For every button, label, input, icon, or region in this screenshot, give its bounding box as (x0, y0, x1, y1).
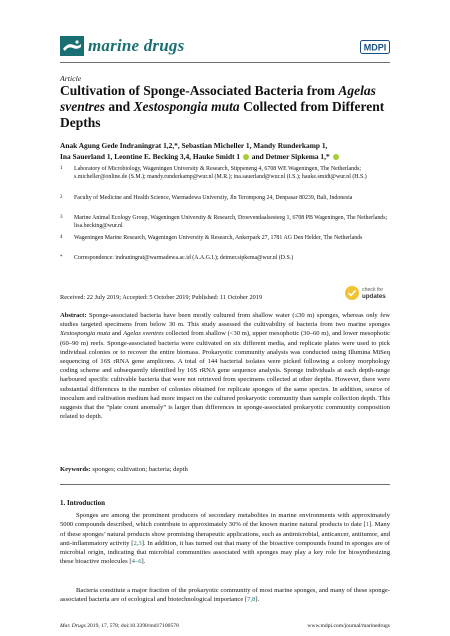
citation-link[interactable]: 4–6 (131, 558, 142, 566)
keywords-label: Keywords: (60, 466, 91, 473)
article-type: Article (60, 74, 82, 83)
para-text: ]. In addition, it has turned out that many of the bioactive compounds found in sponges are of microbial origin, indicating that microbial communities associated with sponges may play a key role for biosynthesizing these bioactive molecules [ (60, 539, 391, 566)
authors-line2b: and Detmer Sipkema 1,* (249, 152, 330, 161)
author-list (60, 140, 400, 162)
para-text: Bacteria constitute a major fraction of the prokaryotic community of most marine sponges, and many of these sponge-associated bacteria are of ecological and biotechnological importance [ (60, 587, 390, 604)
affiliation-text: Faculty of Medicine and Health Science, Warmadewa University, Jln Terompong 24, Denpasar 80239, Bali, Indonesia (74, 195, 353, 201)
affiliation-text: Correspondence: indraningrat@warmadewa.ac.id (A.A.G.I.); detmer.sipkema@wur.nl (D.S.) (74, 255, 294, 261)
para-text: ]. (255, 596, 260, 604)
keywords-text: sponges; cultivation; bacteria; depth (90, 466, 188, 473)
abstract-text: and (110, 330, 124, 338)
para-text: Sponges are among the prominent producers of secondary metabolites in marine environments with approximately 5000 compounds described, which contribute to approximately 30% of the known marine natural products to date [ (60, 512, 390, 529)
orcid-icon[interactable] (243, 154, 249, 160)
footer-citation (60, 623, 179, 629)
citation-link[interactable]: 2,3 (133, 539, 142, 547)
mdpi-logo-text: MDPI (363, 42, 387, 53)
title-and: and (105, 99, 134, 114)
footer-doi: 2019, 17, 578; doi:10.3390/md17100578 (85, 623, 179, 629)
abstract-text: Sponge-associated bacteria have been mostly cultured from shallow water (≤30 m) sponges, whereas only few studies targeted specimens from below 30 m. This study assessed the cultivability of bacteria from two marine sponges (60, 312, 390, 329)
affiliation-number: 2 (60, 195, 63, 200)
affiliation-text: Marine Animal Ecology Group, Wageningen University & Research, Droevendaalsesteeg 1, 6708 PB Wageningen, The Netherlands; lisa.becking@wur.nl (74, 215, 388, 229)
affiliation-number: 1 (60, 166, 63, 171)
authors-line1: Anak Agung Gede Indraningrat 1,2,*, Sebastian Micheller 1, Mandy Runderkamp 1, (60, 141, 328, 150)
header-rule (60, 62, 390, 63)
orcid-icon[interactable] (333, 154, 339, 160)
affiliation-text: Wageningen Marine Research, Wageningen University & Research, Ankerpark 27, 1781 AG Den Helder, The Netherlands (74, 235, 363, 241)
affiliation-item (60, 234, 390, 250)
para-text: ]. (141, 558, 146, 566)
publication-dates: Received: 22 July 2019; Accepted: 5 October 2019; Published: 11 October 2019 (60, 294, 263, 301)
affiliation-text: Laboratory of Microbiology, Wageningen University & Research, Stippeneng 4, 6708 WE Wageningen, The Netherlands; s.micheller@online.de (S.M.); mandy.runderkamp@wur.nl (M.R.); ina.sauerland@wur.nl (I.S.); hauke.smidt@wur.nl (H.S.) (74, 166, 367, 180)
title-species1: Agelas sventres (60, 83, 376, 114)
footer-journal: Mar. Drugs (60, 623, 86, 629)
check-updates-line1: check for (362, 287, 384, 293)
affiliation-number: 3 (60, 215, 63, 220)
title-part2: Collected from Different Depths (60, 99, 385, 130)
journal-logo-icon (60, 36, 84, 56)
abstract-label: Abstract: (60, 312, 87, 319)
affiliation-item (60, 214, 390, 230)
mdpi-logo-icon (360, 40, 390, 54)
journal-name: marine drugs (88, 36, 185, 55)
citation-link[interactable]: 1 (365, 521, 370, 529)
abstract-species: Agelas sventres (123, 330, 164, 338)
abstract-species: Xestospongia muta (60, 330, 111, 338)
section-heading: 1. Introduction (60, 499, 105, 507)
abstract-text: collected from shallow (<30 m), upper mesophotic (30–60 m), and lower mesophotic (60–90 m) reefs. Sponge-associated bacteria were cultivated on six different media, and replicate plates were used to pick individual colonies or to recover the entire biomass. Prokaryotic community analysis was conducted using Illumina MiSeq sequencing of 16S rRNA gene amplicons. A total of 144 bacterial isolates were picked following a colony morphology coding scheme and subsequently identified by 16S rRNA gene sequence analysis. Sponge individuals at each depth-range harboured specific cultivable bacteria that were not retrieved from specimens collected at other depths. However, there were substantial differences in the number of colonies obtained for replicate sponges of the same species. In addition, source of inoculum and cultivation medium had more impact on the cultured prokaryotic community than sample collection depth. This suggests that the “plate count anomaly” is larger than differences in sponge-associated prokaryotic community composition related to depth. (60, 330, 390, 421)
title-species2: Xestospongia muta (133, 99, 240, 114)
authors-line2a: Ina Sauerland 1, Leontine E. Becking 3,4, Hauke Smidt 1 (60, 152, 241, 161)
affiliation-number: 4 (60, 235, 63, 240)
affiliation-item (60, 165, 390, 189)
citation-link[interactable]: 7,8 (247, 596, 256, 604)
keywords (60, 466, 390, 473)
section-rule (60, 484, 390, 485)
affiliation-number: * (60, 255, 63, 260)
check-for-updates-badge[interactable] (344, 282, 392, 304)
body-paragraph (60, 511, 390, 567)
check-updates-line2: updates (362, 293, 386, 300)
footer-url[interactable]: www.mdpi.com/journal/marinedrugs (307, 623, 390, 629)
body-paragraph (60, 586, 390, 605)
para-text: ]. Many of these sponges’ natural products show promising therapeutic applications, such as antimicrobial, anticancer, antitumor, and anti-inflammatory activity [ (60, 521, 390, 547)
abstract (60, 311, 390, 421)
authors-line2 (60, 151, 400, 162)
article-title (60, 83, 390, 131)
affiliation-item (60, 194, 390, 210)
title-part1: Cultivation of Sponge-Associated Bacteria from (60, 83, 335, 98)
correspondence (60, 254, 390, 262)
